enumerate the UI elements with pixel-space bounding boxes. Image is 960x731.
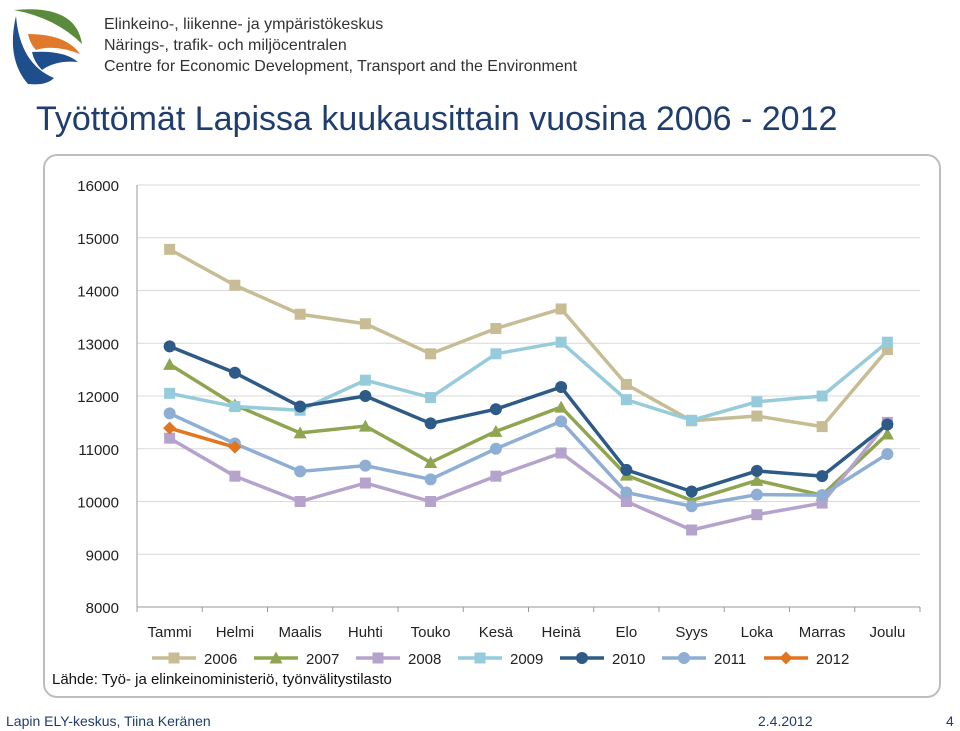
page-number: 4 bbox=[946, 713, 954, 729]
data-point-2006 bbox=[621, 379, 632, 390]
data-point-2011 bbox=[816, 489, 828, 501]
y-tick-label: 15000 bbox=[77, 230, 119, 248]
data-point-2009 bbox=[751, 396, 762, 407]
data-point-2008 bbox=[686, 524, 697, 535]
y-tick-label: 16000 bbox=[77, 178, 119, 195]
data-point-2010 bbox=[816, 470, 828, 482]
data-point-2010 bbox=[294, 401, 306, 413]
data-point-2010 bbox=[686, 485, 698, 497]
data-point-2008 bbox=[425, 496, 436, 507]
legend-marker-2009 bbox=[475, 653, 486, 664]
data-point-2011 bbox=[294, 465, 306, 477]
data-point-2008 bbox=[229, 471, 240, 482]
data-point-2009 bbox=[817, 391, 828, 402]
x-tick-label: Touko bbox=[410, 624, 451, 641]
data-point-2009 bbox=[425, 392, 436, 403]
x-tick-label: Tammi bbox=[147, 624, 192, 641]
data-point-2010 bbox=[490, 403, 502, 415]
x-tick-label: Helmi bbox=[215, 624, 255, 641]
y-tick-label: 10000 bbox=[77, 494, 119, 512]
legend-label-2012: 2012 bbox=[816, 651, 850, 668]
legend-marker-2008 bbox=[373, 653, 384, 664]
data-point-2006 bbox=[490, 323, 501, 334]
footer-author: Lapin ELY-keskus, Tiina Keränen bbox=[6, 713, 211, 729]
data-point-2007 bbox=[555, 401, 568, 413]
data-point-2006 bbox=[295, 309, 306, 320]
data-point-2009 bbox=[229, 401, 240, 412]
data-point-2010 bbox=[425, 417, 437, 429]
legend-label-2011: 2011 bbox=[714, 651, 747, 668]
legend-label-2007: 2007 bbox=[306, 651, 340, 668]
org-line-fi: Elinkeino-, liikenne- ja ympäristökeskus bbox=[104, 16, 384, 33]
data-point-2010 bbox=[229, 367, 241, 379]
data-point-2010 bbox=[620, 464, 632, 476]
data-point-2010 bbox=[881, 418, 893, 430]
data-point-2011 bbox=[686, 500, 698, 512]
data-point-2006 bbox=[229, 280, 240, 291]
source-note: Lähde: Työ- ja elinkeinoministeriö, työnvälitystilasto bbox=[52, 671, 392, 688]
x-tick-label: Loka bbox=[740, 624, 774, 641]
data-point-2008 bbox=[751, 509, 762, 520]
legend-label-2009: 2009 bbox=[510, 651, 544, 668]
y-tick-label: 12000 bbox=[77, 389, 119, 406]
series-line-2007 bbox=[170, 364, 888, 500]
series-line-2008 bbox=[170, 422, 888, 530]
data-point-2006 bbox=[360, 318, 371, 329]
data-point-2011 bbox=[490, 443, 502, 455]
data-point-2011 bbox=[555, 415, 567, 427]
data-point-2011 bbox=[751, 489, 763, 501]
x-tick-label: Huhti bbox=[347, 624, 383, 641]
data-point-2006 bbox=[751, 411, 762, 422]
y-tick-label: 13000 bbox=[77, 336, 119, 354]
legend-marker-2010 bbox=[576, 652, 588, 664]
data-point-2009 bbox=[621, 394, 632, 405]
data-point-2011 bbox=[620, 487, 632, 499]
slide-title: Työttömät Lapissa kuukausittain vuosina 2006 - 2012 bbox=[36, 100, 838, 138]
org-line-en: Centre for Economic Development, Transport and the Environment bbox=[104, 58, 578, 75]
series-line-2009 bbox=[170, 342, 888, 420]
data-point-2010 bbox=[555, 381, 567, 393]
data-point-2009 bbox=[360, 375, 371, 386]
org-line-sv: Närings-, trafik- och miljöcentralen bbox=[104, 37, 347, 54]
legend-label-2008: 2008 bbox=[408, 651, 442, 668]
data-point-2009 bbox=[164, 388, 175, 399]
legend-label-2010: 2010 bbox=[612, 651, 646, 668]
legend-label-2006: 2006 bbox=[204, 651, 238, 668]
x-tick-label: Kesä bbox=[478, 624, 513, 641]
data-point-2006 bbox=[164, 244, 175, 255]
x-tick-label: Elo bbox=[615, 624, 638, 641]
legend-marker-2006 bbox=[169, 653, 180, 664]
data-point-2010 bbox=[359, 390, 371, 402]
data-point-2007 bbox=[163, 358, 176, 370]
data-point-2008 bbox=[556, 447, 567, 458]
data-point-2011 bbox=[425, 473, 437, 485]
data-point-2010 bbox=[751, 465, 763, 477]
data-point-2008 bbox=[360, 478, 371, 489]
data-point-2011 bbox=[881, 448, 893, 460]
legend-marker-2012 bbox=[780, 652, 793, 665]
data-point-2009 bbox=[686, 415, 697, 426]
y-tick-label: 8000 bbox=[85, 600, 119, 617]
data-point-2010 bbox=[164, 340, 176, 352]
data-point-2011 bbox=[164, 407, 176, 419]
x-tick-label: Syys bbox=[675, 624, 708, 641]
y-tick-label: 11000 bbox=[78, 441, 119, 459]
data-point-2006 bbox=[425, 348, 436, 359]
data-point-2011 bbox=[359, 460, 371, 472]
data-point-2009 bbox=[490, 348, 501, 359]
x-tick-label: Heinä bbox=[541, 624, 581, 641]
footer-date: 2.4.2012 bbox=[758, 713, 813, 729]
x-tick-label: Maalis bbox=[278, 624, 322, 641]
y-tick-label: 9000 bbox=[85, 547, 119, 565]
data-point-2009 bbox=[556, 337, 567, 348]
x-tick-label: Joulu bbox=[869, 624, 906, 641]
x-tick-label: Marras bbox=[798, 624, 846, 641]
y-tick-label: 14000 bbox=[77, 283, 119, 301]
data-point-2008 bbox=[490, 471, 501, 482]
data-point-2006 bbox=[817, 421, 828, 432]
data-point-2009 bbox=[882, 337, 893, 348]
data-point-2006 bbox=[556, 303, 567, 314]
data-point-2008 bbox=[295, 496, 306, 507]
legend-marker-2011 bbox=[678, 652, 690, 664]
